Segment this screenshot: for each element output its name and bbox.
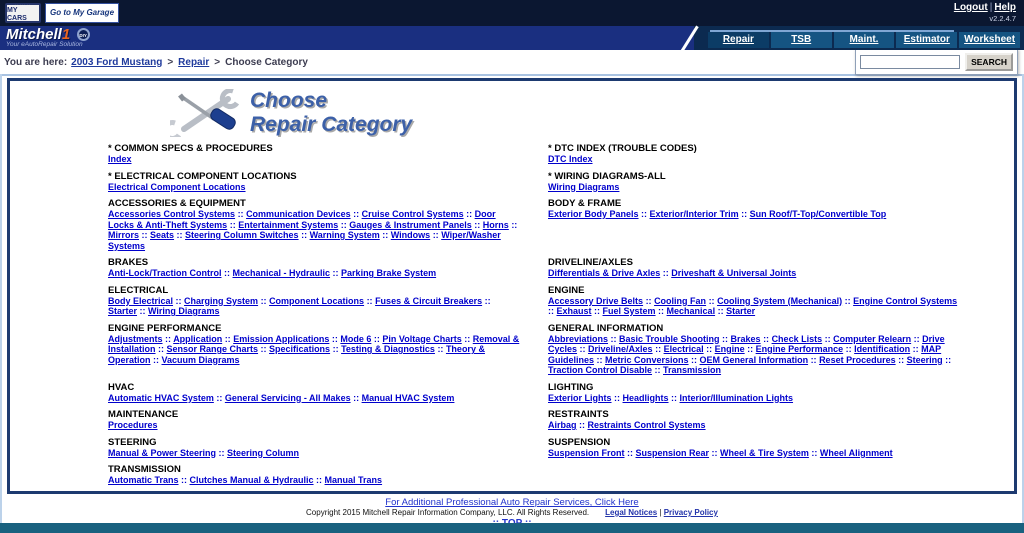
category-heading: MAINTENANCE bbox=[108, 409, 179, 420]
category-link[interactable]: Sensor Range Charts bbox=[166, 344, 259, 354]
category-link[interactable]: Mode 6 bbox=[340, 333, 372, 344]
category-link[interactable]: MAP Guidelines bbox=[548, 344, 942, 365]
category-link[interactable]: Specifications bbox=[269, 344, 331, 354]
link-separator: :: bbox=[652, 365, 664, 375]
category-heading: BODY & FRAME bbox=[548, 198, 622, 209]
category-link[interactable]: Theory & Operation bbox=[108, 344, 485, 365]
top-bar bbox=[0, 0, 1024, 26]
category-heading: RESTRAINTS bbox=[548, 409, 609, 420]
category-section bbox=[548, 464, 960, 486]
category-link[interactable]: Accessory Drive Belts bbox=[548, 295, 644, 306]
category-link[interactable]: Electrical bbox=[663, 344, 704, 354]
category-link[interactable]: Exterior/Interior Trim bbox=[649, 209, 739, 219]
link-separator: :: bbox=[719, 333, 731, 344]
category-link[interactable]: Manual Trans bbox=[324, 475, 383, 485]
privacy-policy-link[interactable]: Privacy Policy bbox=[663, 508, 718, 517]
link-separator: :: bbox=[591, 306, 603, 316]
link-separator: :: bbox=[910, 344, 922, 354]
link-separator: :: bbox=[227, 219, 239, 230]
link-separator: :: bbox=[150, 354, 162, 365]
category-links bbox=[108, 154, 520, 165]
search-input[interactable] bbox=[860, 55, 960, 69]
category-link[interactable]: Wiring Diagrams bbox=[148, 306, 220, 316]
category-link[interactable]: Charging System bbox=[184, 295, 259, 306]
category-section bbox=[548, 171, 960, 193]
page-title: Choose Repair Category bbox=[250, 89, 413, 136]
link-separator: :: bbox=[576, 420, 588, 430]
crossed-tools-icon bbox=[170, 89, 242, 137]
link-separator: :: bbox=[608, 333, 620, 344]
category-link[interactable]: Automatic HVAC System bbox=[108, 392, 214, 403]
link-separator: :: bbox=[258, 295, 270, 306]
category-heading: GENERAL INFORMATION bbox=[548, 322, 664, 334]
category-link[interactable]: Testing & Diagnostics bbox=[341, 344, 435, 354]
category-heading: SUSPENSION bbox=[548, 436, 611, 448]
logout-link[interactable]: Logout bbox=[953, 2, 988, 13]
breadcrumb-separator: > bbox=[214, 56, 221, 68]
category-link[interactable]: Entertainment Systems bbox=[238, 219, 339, 230]
nav-tabs bbox=[694, 26, 1024, 50]
category-link[interactable]: General Servicing - All Makes bbox=[224, 392, 351, 403]
link-separator: :: bbox=[624, 447, 636, 458]
category-section bbox=[108, 171, 520, 193]
category-link[interactable]: Cooling Fan bbox=[654, 295, 707, 306]
link-separator: :: bbox=[594, 354, 606, 365]
category-heading: ELECTRICAL bbox=[108, 284, 169, 296]
category-links bbox=[548, 154, 960, 165]
link-separator: :: bbox=[611, 392, 623, 403]
additional-services-link[interactable]: For Additional Professional Auto Repair Services, Click Here bbox=[385, 497, 639, 508]
category-link[interactable]: Mechanical - Hydraulic bbox=[232, 268, 331, 278]
category-heading: LIGHTING bbox=[548, 381, 594, 393]
breadcrumb-current: Choose Category bbox=[225, 56, 308, 68]
link-separator: :: bbox=[434, 344, 446, 354]
category-link[interactable]: Traction Control Disable bbox=[548, 365, 653, 375]
link-separator: :: bbox=[703, 344, 715, 354]
link-separator: :: bbox=[329, 333, 341, 344]
legal-divider: | bbox=[659, 508, 662, 517]
category-link[interactable]: Identification bbox=[854, 344, 911, 354]
tab-tsb[interactable]: TSB bbox=[771, 32, 832, 48]
link-separator: :: bbox=[706, 295, 718, 306]
link-separator: :: bbox=[738, 209, 750, 219]
help-link[interactable]: Help bbox=[994, 2, 1016, 13]
plate-decoration: ······· bbox=[14, 2, 32, 7]
link-separator: :: bbox=[471, 219, 483, 230]
diy-badge-icon: DIY bbox=[77, 28, 90, 41]
link-divider: | bbox=[989, 2, 993, 13]
category-link[interactable]: Starter bbox=[108, 306, 138, 316]
category-link[interactable]: Horns bbox=[482, 219, 509, 230]
link-separator: :: bbox=[808, 447, 820, 458]
category-link[interactable]: Differentials & Drive Axles bbox=[548, 268, 661, 278]
link-separator: :: bbox=[668, 392, 680, 403]
category-link[interactable]: Cruise Control Systems bbox=[361, 209, 464, 219]
category-link[interactable]: Drive Cycles bbox=[548, 333, 945, 354]
category-link[interactable]: Fuel System bbox=[602, 306, 656, 316]
link-separator: :: bbox=[330, 344, 342, 354]
category-link[interactable]: Exterior Body Panels bbox=[548, 209, 639, 219]
category-links bbox=[108, 296, 520, 317]
logo-text: Mitchell1 bbox=[6, 26, 71, 43]
link-separator: :: bbox=[508, 219, 518, 230]
mitchell1-logo bbox=[0, 26, 90, 50]
link-separator: :: bbox=[652, 344, 664, 354]
category-link[interactable]: Engine Performance bbox=[755, 344, 844, 354]
link-separator: :: bbox=[173, 295, 185, 306]
category-link[interactable]: Application bbox=[173, 333, 223, 344]
category-link[interactable]: Steering Column Switches bbox=[185, 230, 299, 240]
category-section bbox=[108, 382, 520, 404]
category-link[interactable]: Automatic Trans bbox=[108, 475, 179, 485]
category-section bbox=[548, 437, 960, 459]
search-button[interactable]: SEARCH bbox=[965, 53, 1013, 71]
content-box bbox=[7, 78, 1017, 494]
link-separator: :: bbox=[688, 354, 700, 365]
category-link[interactable]: Seats bbox=[150, 230, 175, 240]
category-link[interactable]: Check Lists bbox=[771, 333, 823, 344]
link-separator: :: bbox=[843, 344, 855, 354]
category-links bbox=[108, 209, 520, 251]
category-link[interactable]: Computer Relearn bbox=[833, 333, 912, 344]
link-separator: :: bbox=[942, 354, 952, 365]
category-link[interactable]: Brakes bbox=[730, 333, 761, 344]
link-separator: :: bbox=[178, 475, 190, 485]
category-links bbox=[548, 182, 960, 193]
link-separator: :: bbox=[350, 392, 362, 403]
category-link[interactable]: Reset Procedures bbox=[819, 354, 896, 365]
link-separator: :: bbox=[364, 295, 376, 306]
link-separator: :: bbox=[643, 295, 655, 306]
category-link[interactable]: Suspension Rear bbox=[635, 447, 710, 458]
category-links bbox=[548, 268, 960, 279]
link-separator: :: bbox=[655, 306, 667, 316]
category-links bbox=[548, 448, 960, 459]
category-link[interactable]: Accessories Control Systems bbox=[108, 209, 236, 219]
my-cars-label: MY CARS bbox=[7, 7, 27, 22]
link-separator: :: bbox=[313, 475, 325, 485]
link-separator: :: bbox=[760, 333, 772, 344]
category-link[interactable]: Gauges & Instrument Panels bbox=[349, 219, 472, 230]
tab-worksheet[interactable]: Worksheet bbox=[959, 32, 1020, 48]
category-section bbox=[548, 143, 960, 165]
category-link[interactable]: Manual HVAC System bbox=[361, 392, 455, 403]
category-link[interactable]: Basic Trouble Shooting bbox=[619, 333, 720, 344]
link-separator: :: bbox=[137, 306, 149, 316]
category-link[interactable]: Suspension Front bbox=[548, 447, 625, 458]
category-section bbox=[108, 257, 520, 279]
category-link[interactable]: Headlights bbox=[622, 392, 669, 403]
link-separator: :: bbox=[379, 230, 391, 240]
bottom-bar bbox=[0, 523, 1024, 533]
link-separator: :: bbox=[842, 295, 854, 306]
link-separator: :: bbox=[213, 392, 225, 403]
category-link[interactable]: Body Electrical bbox=[108, 295, 174, 306]
category-link[interactable]: Windows bbox=[390, 230, 431, 240]
category-links bbox=[548, 393, 960, 404]
category-heading: ACCESSORIES & EQUIPMENT bbox=[108, 198, 246, 209]
category-link[interactable]: Airbag bbox=[548, 420, 577, 430]
tab-repair[interactable]: Repair bbox=[708, 32, 769, 48]
link-separator: :: bbox=[338, 219, 350, 230]
category-heading: * DTC INDEX (TROUBLE CODES) bbox=[548, 143, 697, 154]
category-link[interactable]: Vacuum Diagrams bbox=[161, 354, 240, 365]
category-link[interactable]: Sun Roof/T-Top/Convertible Top bbox=[749, 209, 887, 219]
category-link[interactable]: Fuses & Circuit Breakers bbox=[375, 295, 483, 306]
category-link[interactable]: Interior/Illumination Lights bbox=[679, 392, 794, 403]
category-link[interactable]: Anti-Lock/Traction Control bbox=[108, 268, 222, 278]
category-links bbox=[108, 182, 520, 193]
category-link[interactable]: Parking Brake System bbox=[341, 268, 437, 278]
category-link[interactable]: Exterior Lights bbox=[548, 392, 612, 403]
category-heading: STEERING bbox=[108, 436, 157, 448]
link-separator: :: bbox=[258, 344, 270, 354]
link-separator: :: bbox=[911, 333, 923, 344]
category-links bbox=[548, 420, 960, 431]
category-link[interactable]: Removal & Installation bbox=[108, 333, 520, 354]
link-separator: :: bbox=[350, 209, 362, 219]
category-heading: BRAKES bbox=[108, 257, 149, 268]
category-link[interactable]: Manual & Power Steering bbox=[108, 447, 217, 458]
link-separator: :: bbox=[139, 230, 151, 240]
category-link[interactable]: Steering bbox=[906, 354, 943, 365]
category-section bbox=[108, 323, 520, 376]
copyright-text: Copyright 2015 Mitchell Repair Information Company, LLC. All Rights Reserved. bbox=[306, 508, 590, 517]
link-separator: :: bbox=[808, 354, 820, 365]
link-separator: :: bbox=[895, 354, 907, 365]
category-link[interactable]: Wheel & Tire System bbox=[720, 447, 809, 458]
category-link[interactable]: OEM General Information bbox=[699, 354, 809, 365]
category-section bbox=[548, 409, 960, 431]
my-cars-plate-icon[interactable] bbox=[5, 3, 41, 23]
category-link[interactable]: Cooling System (Mechanical) bbox=[717, 295, 843, 306]
category-link[interactable]: Engine Control Systems bbox=[853, 295, 958, 306]
category-section bbox=[108, 198, 520, 251]
category-link[interactable]: Warning System bbox=[309, 230, 380, 240]
category-links bbox=[108, 268, 520, 279]
category-link[interactable]: Abbreviations bbox=[548, 333, 609, 344]
category-heading: ENGINE PERFORMANCE bbox=[108, 322, 222, 334]
link-separator: :: bbox=[155, 344, 167, 354]
category-section bbox=[108, 285, 520, 317]
link-separator: :: bbox=[715, 306, 727, 316]
category-grid bbox=[108, 143, 1014, 486]
category-section bbox=[548, 382, 960, 404]
link-separator: :: bbox=[709, 447, 721, 458]
category-link[interactable]: Restraints Control Systems bbox=[587, 420, 706, 430]
category-heading: * WIRING DIAGRAMS-ALL bbox=[548, 170, 666, 182]
category-link[interactable]: Adjustments bbox=[108, 333, 163, 344]
link-separator: :: bbox=[660, 268, 672, 278]
category-link[interactable]: Component Locations bbox=[269, 295, 365, 306]
link-separator: :: bbox=[371, 333, 383, 344]
category-links bbox=[548, 209, 960, 220]
category-links bbox=[548, 296, 960, 317]
category-link[interactable]: Wiring Diagrams bbox=[548, 181, 620, 192]
category-links bbox=[108, 420, 520, 431]
category-link[interactable]: Index bbox=[108, 154, 132, 164]
category-heading: TRANSMISSION bbox=[108, 464, 181, 475]
category-link[interactable]: Clutches Manual & Hydraulic bbox=[189, 475, 314, 485]
category-heading: HVAC bbox=[108, 381, 135, 393]
category-link[interactable]: Metric Conversions bbox=[605, 354, 689, 365]
category-section bbox=[108, 464, 520, 486]
link-separator: :: bbox=[330, 268, 342, 278]
link-separator: :: bbox=[235, 209, 247, 219]
category-link[interactable]: Transmission bbox=[663, 365, 722, 375]
search-panel bbox=[855, 49, 1018, 75]
category-section bbox=[108, 143, 520, 165]
logo-tagline: Your eAutoRepair Solution bbox=[6, 41, 83, 48]
category-section bbox=[108, 409, 520, 431]
category-link[interactable]: Driveline/Axles bbox=[588, 344, 653, 354]
breadcrumb-row bbox=[0, 50, 1024, 74]
category-section bbox=[108, 437, 520, 459]
category-heading: DRIVELINE/AXLES bbox=[548, 257, 633, 268]
top-right-links bbox=[954, 2, 1019, 24]
category-link[interactable]: Mechanical bbox=[666, 306, 716, 316]
link-separator: :: bbox=[174, 230, 186, 240]
category-link[interactable]: Engine bbox=[714, 344, 745, 354]
link-separator: :: bbox=[216, 447, 228, 458]
link-separator: :: bbox=[162, 333, 174, 344]
category-link[interactable]: Wheel Alignment bbox=[819, 447, 893, 458]
category-link[interactable]: Wiper/Washer Systems bbox=[108, 230, 501, 251]
category-links bbox=[108, 448, 520, 459]
link-separator: :: bbox=[222, 333, 234, 344]
link-separator: :: bbox=[577, 344, 589, 354]
version-label: v2.2.4.7 bbox=[989, 14, 1016, 23]
tab-estimator[interactable]: Estimator bbox=[896, 32, 957, 48]
category-links bbox=[108, 334, 520, 366]
category-link[interactable]: Starter bbox=[726, 306, 756, 316]
link-separator: :: bbox=[430, 230, 442, 240]
link-separator: :: bbox=[461, 333, 473, 344]
breadcrumb-vehicle-link[interactable]: 2003 Ford Mustang bbox=[71, 56, 163, 68]
category-link[interactable]: Mirrors bbox=[108, 230, 140, 240]
category-link[interactable]: Procedures bbox=[108, 420, 158, 430]
category-section bbox=[548, 257, 960, 279]
left-edge-decoration bbox=[0, 74, 2, 523]
category-link[interactable]: Steering Column bbox=[227, 447, 300, 458]
brand-bar bbox=[0, 26, 1024, 50]
category-heading: ENGINE bbox=[548, 284, 585, 296]
go-to-my-garage-button[interactable]: Go to My Garage bbox=[45, 3, 119, 23]
link-separator: :: bbox=[822, 333, 834, 344]
category-section bbox=[548, 285, 960, 317]
link-separator: :: bbox=[638, 209, 650, 219]
legal-notices-link[interactable]: Legal Notices bbox=[605, 508, 658, 517]
category-link[interactable]: Emission Applications bbox=[233, 333, 330, 344]
category-link[interactable]: Pin Voltage Charts bbox=[382, 333, 462, 344]
category-link[interactable]: Electrical Component Locations bbox=[108, 181, 246, 192]
category-link[interactable]: DTC Index bbox=[548, 154, 593, 164]
link-separator: :: bbox=[463, 209, 475, 219]
link-separator: :: bbox=[548, 306, 557, 316]
category-heading: * ELECTRICAL COMPONENT LOCATIONS bbox=[108, 170, 297, 182]
category-link[interactable]: Driveshaft & Universal Joints bbox=[671, 268, 797, 278]
category-link[interactable]: Communication Devices bbox=[246, 209, 351, 219]
category-links bbox=[108, 393, 520, 404]
breadcrumb-prefix: You are here: bbox=[4, 56, 68, 68]
category-links bbox=[108, 475, 520, 486]
tab-maint[interactable]: Maint. bbox=[834, 32, 895, 48]
link-separator: :: bbox=[221, 268, 233, 278]
category-heading: * COMMON SPECS & PROCEDURES bbox=[108, 143, 273, 154]
breadcrumb-separator: > bbox=[167, 56, 174, 68]
category-section bbox=[548, 198, 960, 251]
link-separator: :: bbox=[482, 295, 491, 306]
logo-one: 1 bbox=[61, 26, 71, 43]
link-separator: :: bbox=[298, 230, 310, 240]
category-links bbox=[548, 334, 960, 376]
category-link[interactable]: Door Locks & Anti-Theft Systems bbox=[108, 209, 496, 230]
breadcrumb-repair-link[interactable]: Repair bbox=[178, 56, 210, 68]
copyright-line bbox=[0, 508, 1024, 518]
page-title-block bbox=[170, 89, 1014, 137]
category-section bbox=[548, 323, 960, 376]
link-separator: :: bbox=[744, 344, 756, 354]
category-link[interactable]: Exhaust bbox=[556, 306, 592, 316]
